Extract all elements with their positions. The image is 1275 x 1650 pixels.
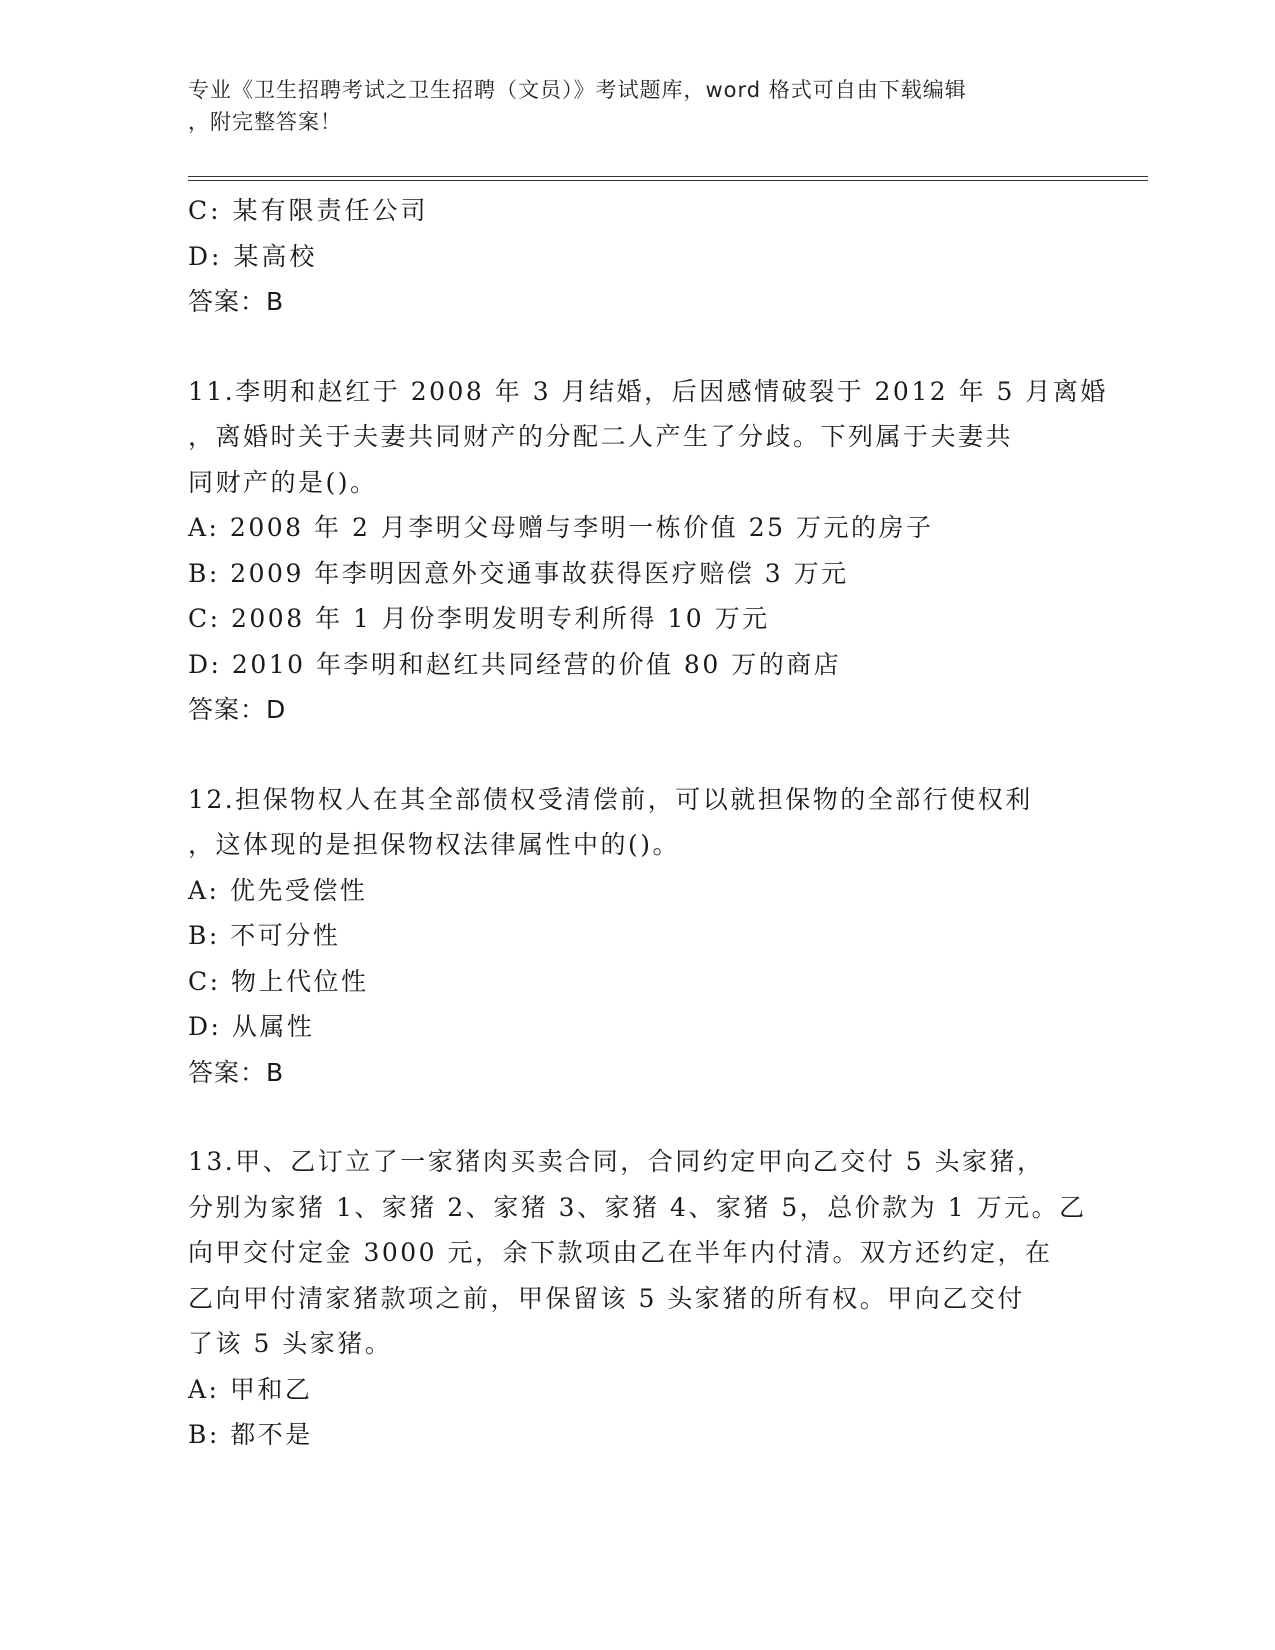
option-b: B: 不可分性 (188, 921, 341, 950)
question-stem-line: ，离婚时关于夫妻共同财产的分配二人产生了分歧。下列属于夫妻共 (188, 422, 1014, 451)
question-stem-line: 乙向甲付清家猪款项之前，甲保留该 5 头家猪的所有权。甲向乙交付 (188, 1283, 1025, 1313)
header-title-line-2: ，附完整答案！ (188, 110, 342, 134)
answer-text: 答案：B (188, 287, 285, 316)
header-title-line-1: 专业《卫生招聘考试之卫生招聘（文员）》考试题库，word 格式可自由下载编辑 (188, 78, 967, 102)
option-a: A: 甲和乙 (188, 1374, 313, 1404)
question-11 (188, 369, 1108, 733)
header-divider (188, 176, 1148, 181)
previous-question-tail (188, 188, 1088, 325)
question-13 (188, 1139, 1088, 1458)
option-b: B: 都不是 (188, 1420, 313, 1449)
question-stem-line: 分别为家猪 1、家猪 2、家猪 3、家猪 4、家猪 5，总价款为 1 万元。乙 (188, 1192, 1087, 1222)
option-a: A: 2008 年 2 月李明父母赠与李明一栋价值 25 万元的房子 (188, 513, 934, 542)
option-a: A: 优先受偿性 (188, 875, 368, 905)
answer-text: 答案：B (188, 1057, 285, 1087)
spacer (188, 733, 1088, 777)
spacer (188, 1095, 1088, 1139)
question-12 (188, 777, 1088, 1096)
question-stem-line: 了该 5 头家猪。 (188, 1329, 393, 1358)
question-stem-line: 12.担保物权人在其全部债权受清偿前，可以就担保物的全部行使权利 (188, 784, 1033, 814)
question-stem-line: ，这体现的是担保物权法律属性中的()。 (188, 830, 681, 859)
question-stem-line: 13.甲、乙订立了一家猪肉买卖合同，合同约定甲向乙交付 5 头家猪， (188, 1147, 1045, 1176)
option-b: B: 2009 年李明因意外交通事故获得医疗赔偿 3 万元 (188, 558, 849, 588)
answer-text: 答案：D (188, 695, 287, 724)
option-d: D: 2010 年李明和赵红共同经营的价值 80 万的商店 (188, 649, 842, 679)
document-header (188, 74, 1068, 138)
option-c: C: 某有限责任公司 (188, 196, 429, 225)
document-body (188, 188, 1108, 1458)
option-d: D: 某高校 (188, 241, 318, 271)
option-d: D: 从属性 (188, 1012, 315, 1041)
question-stem-line: 同财产的是()。 (188, 467, 378, 497)
option-c: C: 2008 年 1 月份李明发明专利所得 10 万元 (188, 604, 770, 633)
question-stem-line: 11.李明和赵红于 2008 年 3 月结婚，后因感情破裂于 2012 年 5 月离婚 (188, 376, 1108, 406)
question-stem-line: 向甲交付定金 3000 元，余下款项由乙在半年内付清。双方还约定，在 (188, 1238, 1053, 1267)
option-c: C: 物上代位性 (188, 966, 369, 996)
spacer (188, 325, 1088, 369)
